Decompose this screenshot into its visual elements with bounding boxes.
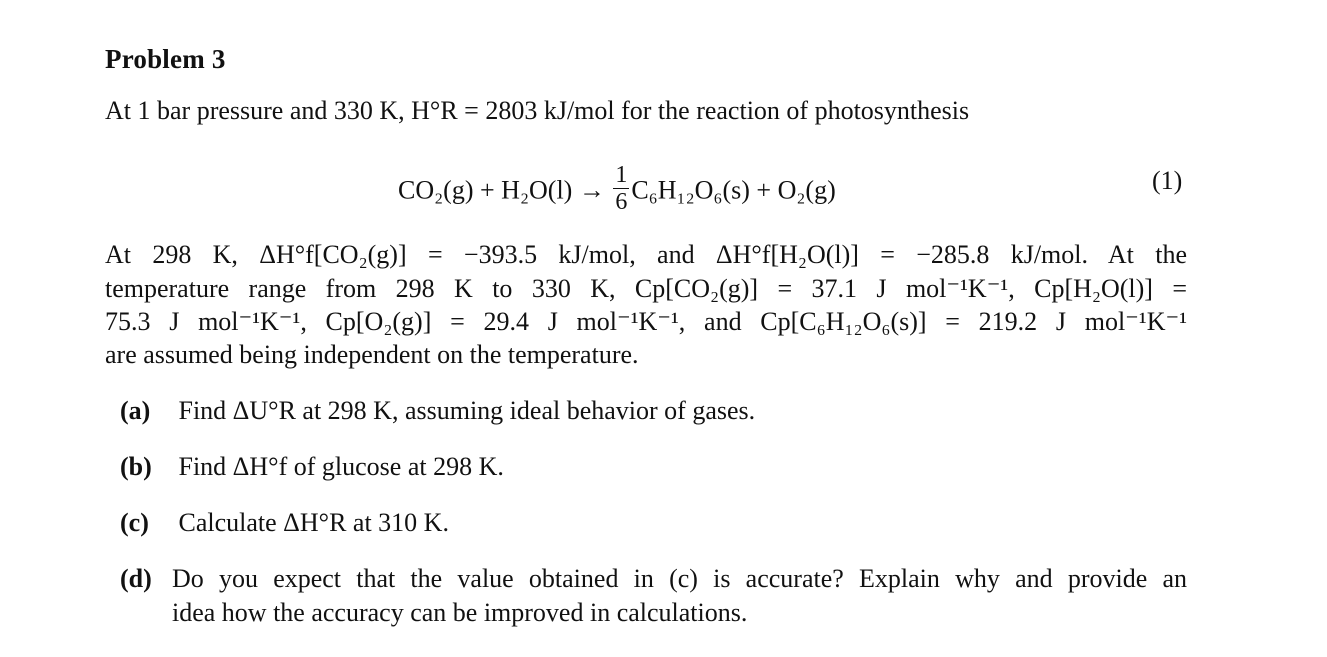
equation-fraction [613, 162, 629, 215]
question-c-text: Calculate ΔH°R at 310 K. [178, 508, 449, 537]
equation-number: (1) [1152, 166, 1183, 195]
question-b-label: (b) [120, 452, 152, 481]
question-a-text: Find ΔU°R at 298 K, assuming ideal behavior of gases. [178, 396, 756, 425]
question-b [120, 450, 504, 484]
question-c [120, 506, 449, 540]
question-c-label: (c) [120, 508, 149, 537]
question-a-label: (a) [120, 396, 151, 425]
equation-reactants: CO₂(g) + H₂O(l) → [398, 175, 605, 205]
intro-text: At 1 bar pressure and 330 K, H°R = 2803 kJ/mol for the reaction of photosynthesis [105, 96, 970, 125]
data-paragraph-line-1: At 298 K, ΔH°f[CO₂(g)] = −393.5 kJ/mol, and ΔH°f[H₂O(l)] = −285.8 kJ/mol. At the [105, 240, 1187, 269]
equation-products: C₆H₁₂O₆(s) + O₂(g) [631, 175, 836, 205]
problem-heading: Problem 3 [105, 44, 226, 74]
fraction-numerator: 1 [615, 162, 628, 188]
data-paragraph-line-3: 75.3 J mol⁻¹K⁻¹, Cp[O₂(g)] = 29.4 J mol⁻¹K⁻¹, and Cp[C₆H₁₂O₆(s)] = 219.2 J mol⁻¹K⁻¹ [105, 307, 1187, 336]
reaction-equation-block [0, 148, 1327, 218]
question-a [120, 394, 755, 428]
question-d-text-line-1: Do you expect that the value obtained in (c) is accurate? Explain why and provide an [172, 564, 1187, 593]
data-paragraph-line-2: temperature range from 298 K to 330 K, Cp[CO₂(g)] = 37.1 J mol⁻¹K⁻¹, Cp[H₂O(l)] = [105, 274, 1187, 303]
fraction-denominator: 6 [615, 189, 628, 215]
question-d-text-line-2: idea how the accuracy can be improved in calculations. [172, 598, 748, 627]
question-b-text: Find ΔH°f of glucose at 298 K. [178, 452, 504, 481]
question-d-label: (d) [120, 564, 152, 593]
data-paragraph-line-4: are assumed being independent on the temperature. [105, 340, 639, 369]
reaction-equation [398, 162, 836, 219]
